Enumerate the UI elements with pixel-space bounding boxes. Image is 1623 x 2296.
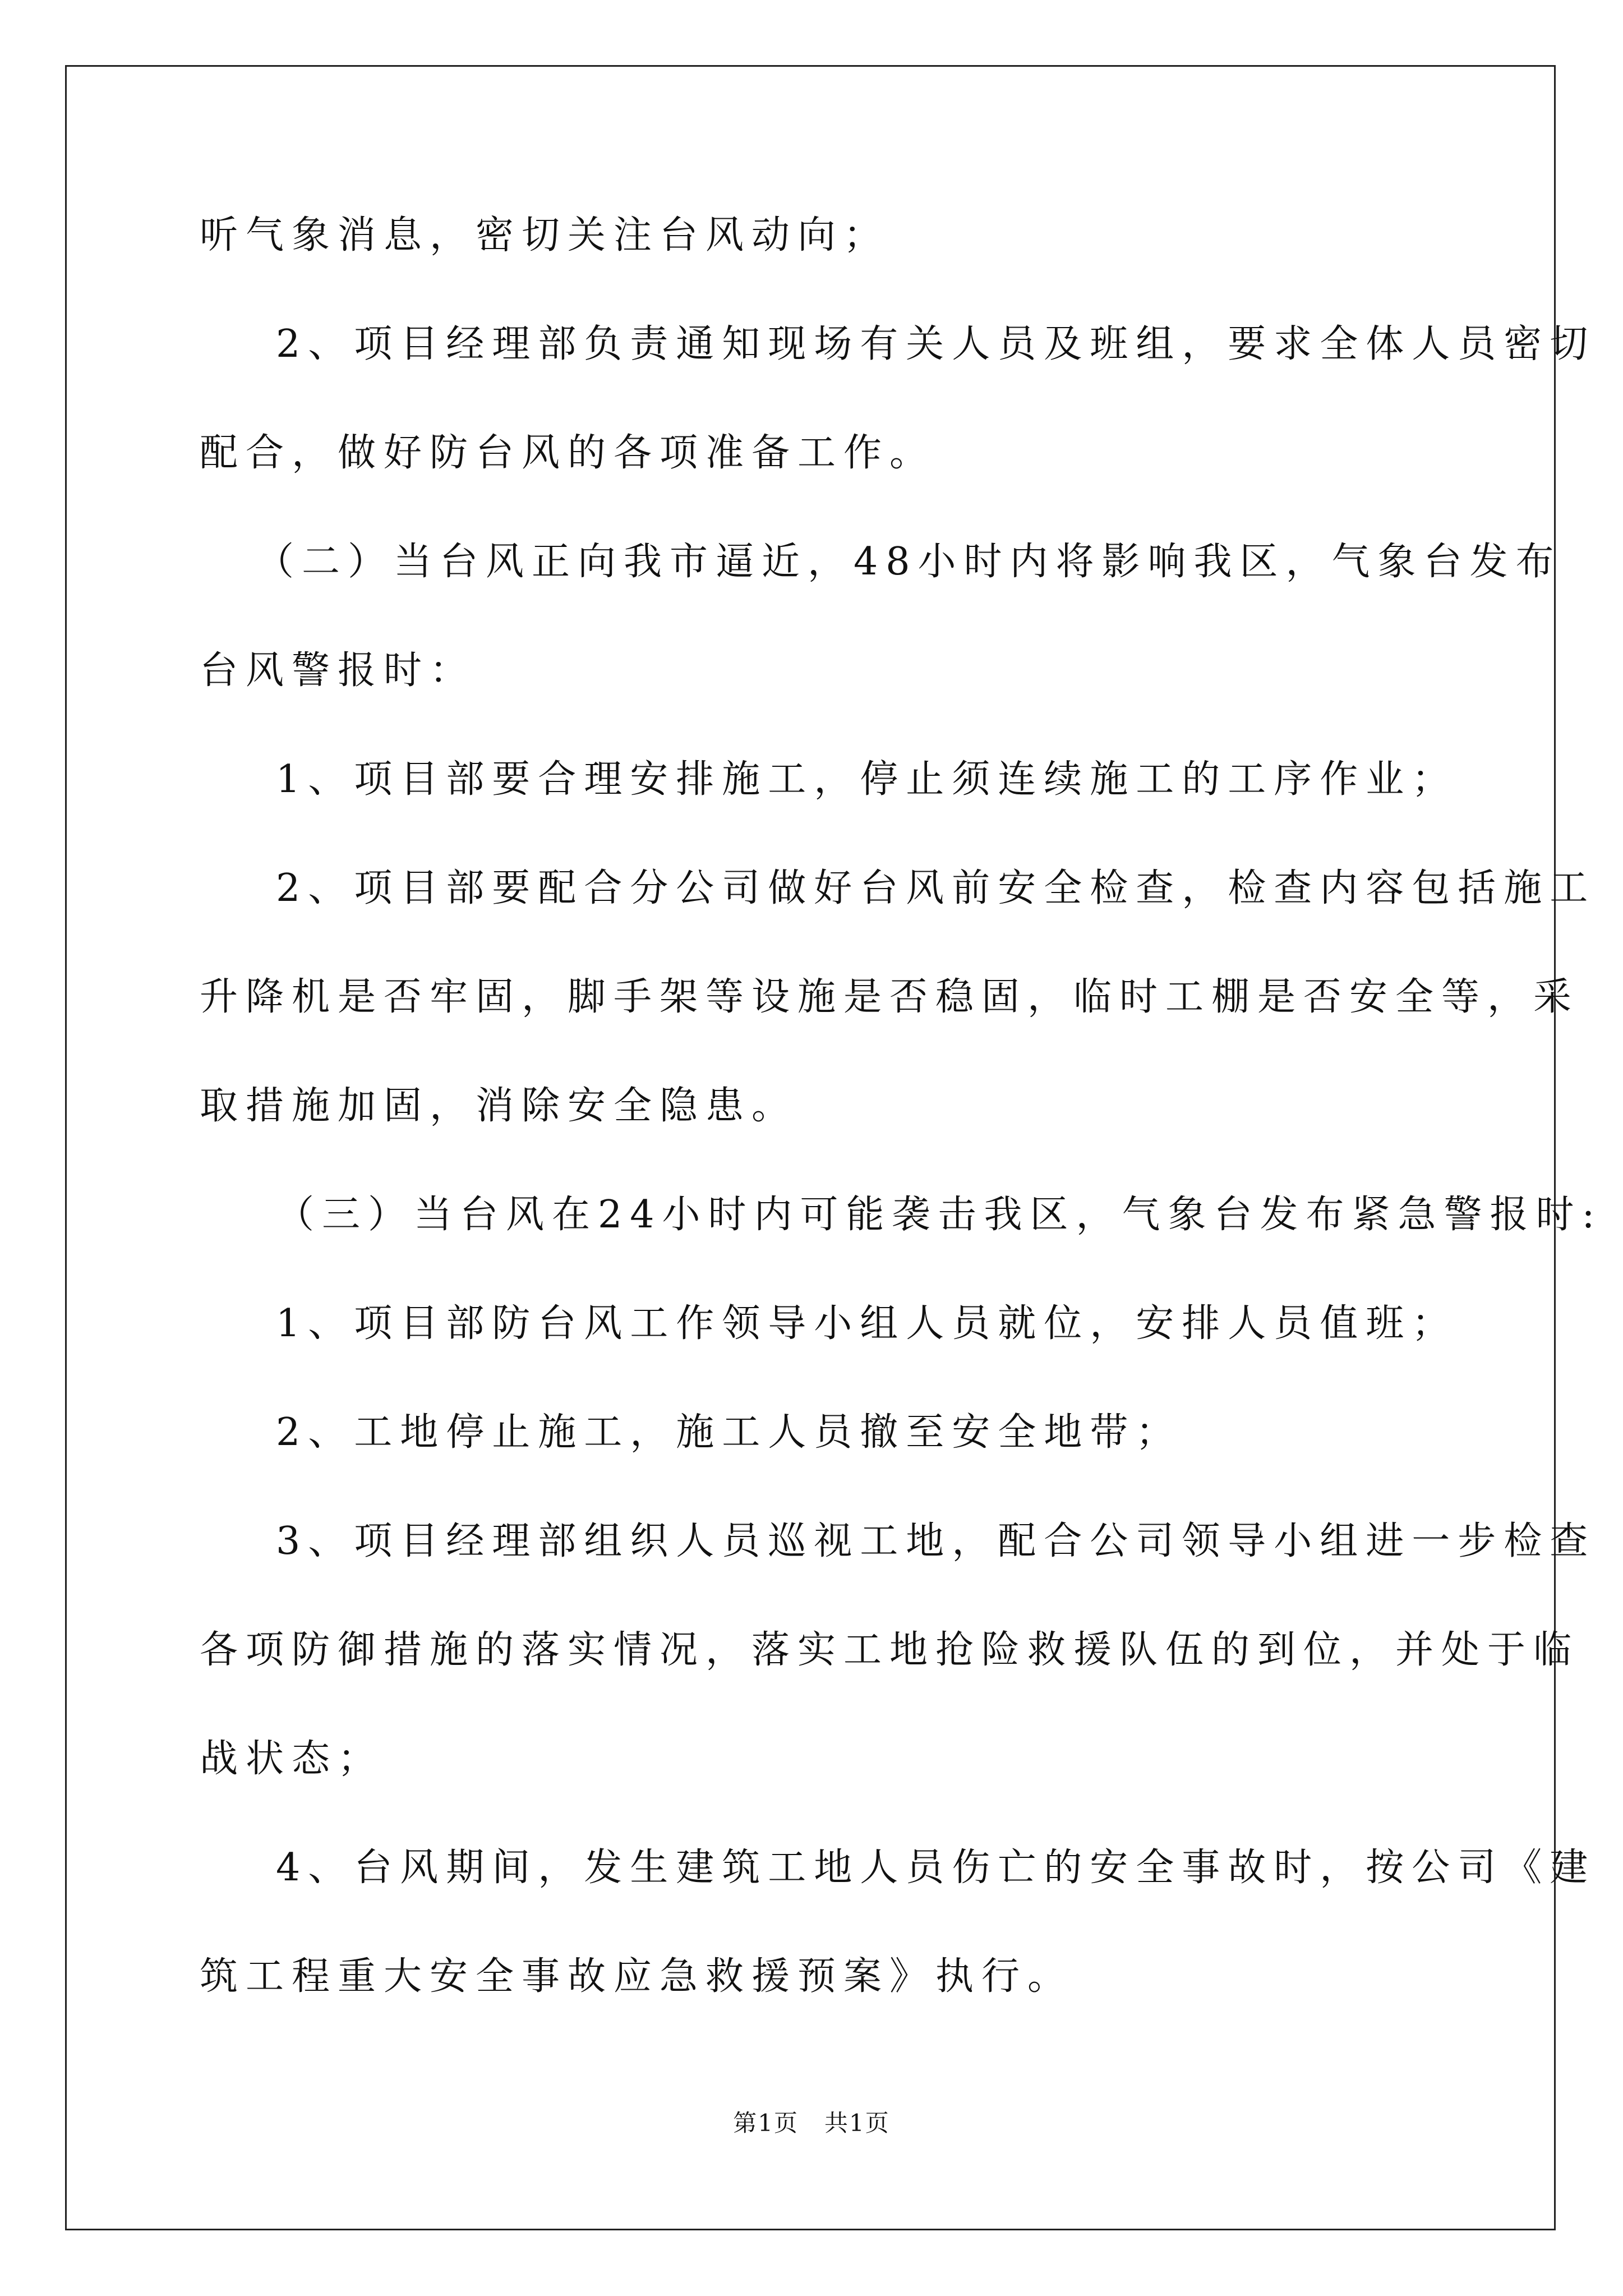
text-line: 1、项目部防台风工作领导小组人员就位，安排人员值班；: [276, 1301, 1458, 1346]
text-line: 2、工地停止施工，施工人员撤至安全地带；: [276, 1410, 1182, 1455]
text-line: 筑工程重大安全事故应急救援预案》执行。: [200, 1954, 1074, 1999]
text-line: 1、项目部要合理安排施工，停止须连续施工的工序作业；: [276, 757, 1458, 802]
page-number: 第1页: [733, 2109, 799, 2137]
text-line: 4、台风期间，发生建筑工地人员伤亡的安全事故时，按公司《建: [276, 1846, 1596, 1890]
text-line: （二）当台风正向我市逼近，48小时内将影响我区，气象台发布: [256, 540, 1562, 584]
text-line: 战状态；: [200, 1737, 384, 1781]
page-border: [65, 65, 1556, 2230]
text-line: 2、项目部要配合分公司做好台风前安全检查，检查内容包括施工: [276, 866, 1596, 910]
text-line: 取措施加固，消除安全隐患。: [200, 1084, 798, 1128]
text-line: 台风警报时：: [200, 648, 476, 693]
text-line: 配合，做好防台风的各项准备工作。: [200, 431, 936, 475]
text-line: （三）当台风在24小时内可能袭击我区，气象台发布紧急警报时:: [276, 1193, 1603, 1237]
page-total: 共1页: [824, 2109, 890, 2137]
text-line: 各项防御措施的落实情况，落实工地抢险救援队伍的到位，并处于临: [200, 1628, 1580, 1672]
text-line: 2、项目经理部负责通知现场有关人员及班组，要求全体人员密切: [276, 322, 1596, 366]
text-line: 3、项目经理部组织人员巡视工地，配合公司领导小组进一步检查: [276, 1519, 1596, 1563]
page-footer: [0, 2109, 1623, 2137]
text-line: 升降机是否牢固，脚手架等设施是否稳固，临时工棚是否安全等，采: [200, 975, 1580, 1019]
text-line: 听气象消息，密切关注台风动向；: [200, 213, 890, 257]
